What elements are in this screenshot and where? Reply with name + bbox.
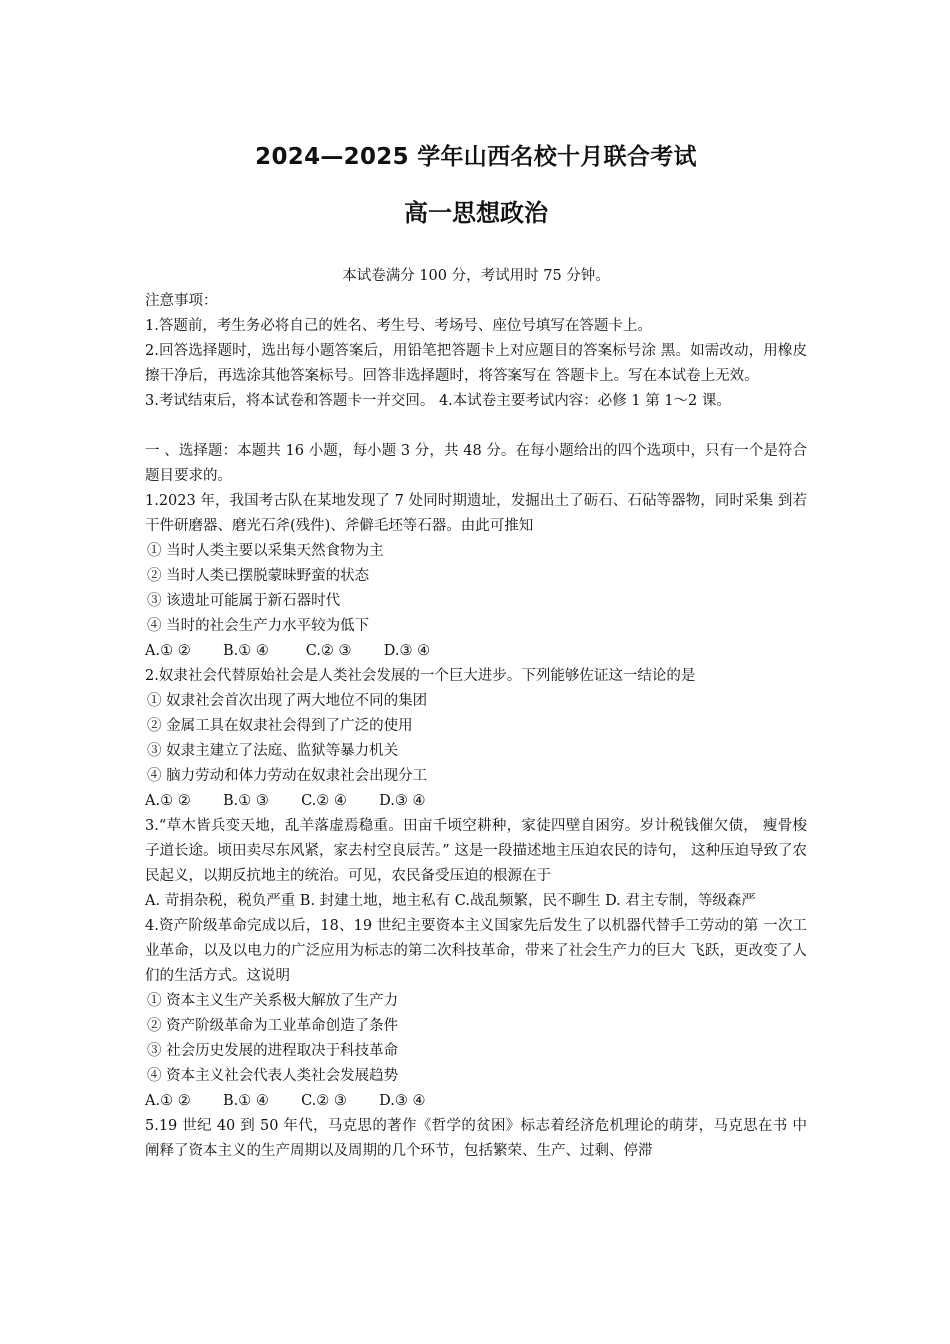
exam-title: 2024—2025 学年山西名校十月联合考试 xyxy=(255,144,697,170)
question-item: ③ 奴隶主建立了法庭、监狱等暴力机关 xyxy=(147,743,399,759)
question-item: ① 奴隶社会首次出现了两大地位不同的集团 xyxy=(147,693,428,709)
note-item: 3.考试结束后，将本试卷和答题卡一并交回。 4.本试卷主要考试内容：必修 1 第 1～2 课。 xyxy=(145,393,731,409)
note-item: 1.答题前，考生务必将自己的姓名、考生号、考场号、座位号填写在答题卡上。 xyxy=(145,318,652,334)
question-stem: 2.奴隶社会代替原始社会是人类社会发展的一个巨大进步。下列能够佐证这一结论的是 xyxy=(145,668,696,684)
question-item: ② 金属工具在奴隶社会得到了广泛的使用 xyxy=(147,718,413,734)
answer-choices: A. 苛捐杂税，税负严重 B. 封建土地，地主私有 C.战乱频繁，民不聊生 D. 君主专制，等级森严 xyxy=(145,893,756,909)
exam-subject: 高一思想政治 xyxy=(404,199,548,227)
section-heading: 一 、选择题：本题共 16 小题，每小题 3 分，共 48 分。在每小题给出的四个选项中，只有一个是符合题目要求的。 xyxy=(145,443,807,484)
question-item: ② 当时人类已摆脱蒙昧野蛮的状态 xyxy=(147,568,370,584)
answer-choices: A.① ② B.① ④ C.② ③ D.③ ④ xyxy=(145,1093,426,1109)
exam-info: 本试卷满分 100 分，考试用时 75 分钟。 xyxy=(342,268,610,284)
question-item: ④ 资本主义社会代表人类社会发展趋势 xyxy=(147,1068,399,1084)
question-item: ④ 当时的社会生产力水平较为低下 xyxy=(147,618,370,634)
question-item: ④ 脑力劳动和体力劳动在奴隶社会出现分工 xyxy=(147,768,428,784)
question-item: ③ 社会历史发展的进程取决于科技革命 xyxy=(147,1043,399,1059)
question-item: ② 资产阶级革命为工业革命创造了条件 xyxy=(147,1018,399,1034)
answer-choices: A.① ② B.① ④ C.② ③ D.③ ④ xyxy=(145,643,431,659)
spacer xyxy=(145,414,807,439)
answer-choices: A.① ② B.① ③ C.② ④ D.③ ④ xyxy=(145,793,426,809)
question-stem: 5.19 世纪 40 到 50 年代，马克思的著作《哲学的贫困》标志着经济危机理论的萌芽，马克思在书 中阐释了资本主义的生产周期以及周期的几个环节，包括繁荣、生产、过剩、停滞 xyxy=(145,1118,807,1159)
note-item: 2.回答选择题时，选出每小题答案后，用铅笔把答题卡上对应题目的答案标号涂 黑。如需改动，用橡皮擦干净后，再选涂其他答案标号。回答非选择题时，将答案写在 答题卡上。写在本试卷上无效。 xyxy=(145,343,807,384)
question-stem: 3.“草木皆兵变天地，乱羊落虚焉稳重。田亩千顷空耕种，家徒四壁自困穷。岁计税钱催欠债， 瘦骨梭子道长途。顷田卖尽东风紧，家去村空良辰苦。” 这是一段描述地主压迫农民的诗句， 这种压迫导致了农民起义，以期反抗地主的统治。可见，农民备受压迫的根源在于 xyxy=(145,818,807,884)
notes-heading: 注意事项： xyxy=(145,293,218,309)
question-item: ① 资本主义生产关系极大解放了生产力 xyxy=(147,993,399,1009)
question-item: ① 当时人类主要以采集天然食物为主 xyxy=(147,543,384,559)
question-item: ③ 该遗址可能属于新石器时代 xyxy=(147,593,341,609)
question-stem: 4.资产阶级革命完成以后，18、19 世纪主要资本主义国家先后发生了以机器代替手工劳动的第 一次工业革命，以及以电力的广泛应用为标志的第二次科技革命，带来了社会生产力的巨大 飞跃，更改变了人们的生活方式。这说明 xyxy=(145,918,807,984)
question-stem: 1.2023 年，我国考古队在某地发现了 7 处同时期遗址，发掘出土了砺石、石砧等器物，同时采集 到若干件研磨器、磨光石斧(残件)、斧僻毛坯等石器。由此可推知 xyxy=(145,493,807,534)
